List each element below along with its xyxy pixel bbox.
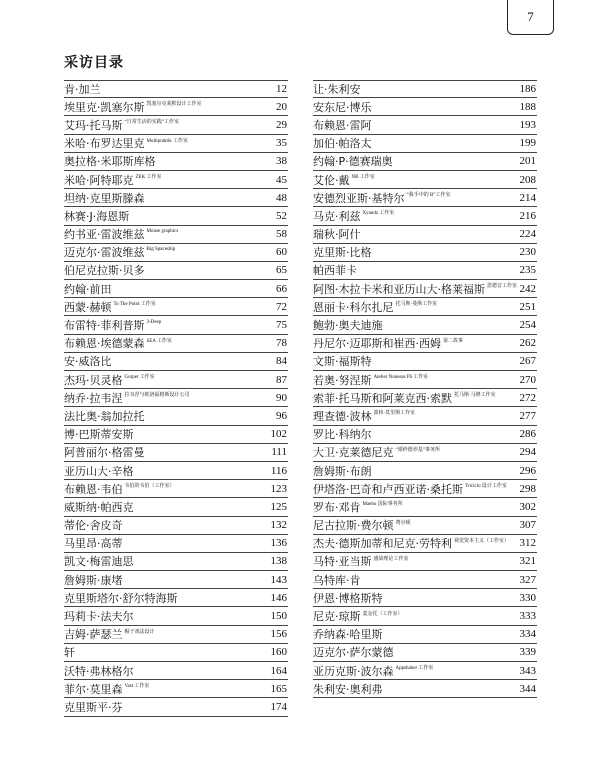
page-ref: 199 [519, 137, 536, 150]
list-item [64, 262, 288, 280]
interviewee-name: 博·巴斯蒂安斯 [64, 428, 134, 442]
page-ref: 224 [519, 228, 536, 241]
list-item [64, 189, 288, 207]
interviewee-name: 阿图·木拉卡米和亚历山大·格莱福斯 [313, 282, 485, 296]
interviewee-name: 米哈·阿特耶克 [64, 173, 134, 187]
list-item [64, 316, 288, 334]
page-ref: 251 [519, 300, 536, 313]
list-item [313, 426, 537, 444]
interviewee-name: 瑞秋·阿什 [313, 228, 361, 242]
page-ref: 84 [276, 355, 287, 368]
list-item [64, 462, 288, 480]
list-item [313, 371, 537, 389]
studio-note: NB 工作室 [351, 175, 375, 181]
interviewee-name: 威斯纳·帕西克 [64, 500, 134, 514]
studio-note: 3-Deep [146, 319, 162, 325]
interviewee-name: 马特·亚当斯 [313, 555, 372, 569]
page-ref: 277 [519, 409, 536, 422]
list-item [313, 226, 537, 244]
studio-note: 托马斯·马修工作室 [454, 393, 496, 399]
studio-note: Big Spaceship [146, 246, 176, 252]
interview-list-right [313, 80, 537, 698]
interviewee-name: 安东尼·博乐 [313, 100, 372, 114]
list-item [64, 553, 288, 571]
studio-note: 恩德音工作室 [487, 284, 518, 290]
page-ref: 66 [276, 282, 287, 295]
studio-note: “日常生活的实践”工作室 [124, 120, 179, 126]
list-item [64, 517, 288, 535]
interviewee-name: 布赖恩·雷阿 [313, 118, 372, 132]
page-ref: 188 [519, 100, 536, 113]
interviewee-name: 丹尼尔·迈耶斯和崔西·西姆 [313, 337, 441, 351]
page-ref: 102 [270, 428, 287, 441]
interviewee-name: 克里斯平·芬 [64, 700, 123, 714]
page-ref: 201 [519, 155, 536, 168]
list-item [64, 116, 288, 134]
page-ref: 146 [270, 591, 287, 604]
interviewee-name: 理查德·波林 [313, 409, 372, 423]
list-item [313, 353, 537, 371]
page-ref: 58 [276, 228, 287, 241]
studio-note: ZEK 工作室 [135, 175, 162, 181]
interviewee-name: 林赛·J·海恩斯 [64, 209, 130, 223]
studio-note: Gurpet 工作室 [124, 375, 155, 381]
list-item [313, 480, 537, 498]
studio-note: 韦伯的韦伯（工作室） [124, 484, 175, 490]
studio-note: Triciclo 设计工作室 [465, 484, 507, 490]
page-ref: 116 [270, 464, 287, 477]
page-ref: 29 [276, 118, 287, 131]
interviewee-name: 安德烈亚斯·基特尔 [313, 191, 405, 205]
page-ref: 267 [519, 355, 536, 368]
interviewee-name: 布雷特·菲利普斯 [64, 319, 145, 333]
page-ref: 216 [519, 209, 536, 222]
interviewee-name: 伊塔洛·巴奇和卢西亚诺·桑托斯 [313, 482, 463, 496]
interviewee-name: 轩 [64, 646, 75, 660]
page-ref: 150 [270, 610, 287, 623]
interviewee-name: 安·威洛比 [64, 355, 112, 369]
page-ref: 52 [276, 209, 287, 222]
page-ref: 160 [270, 646, 287, 659]
page-ref: 87 [276, 373, 287, 386]
list-item [313, 298, 537, 316]
list-item [64, 589, 288, 607]
list-item [64, 80, 288, 98]
interviewee-name: 罗布·邓肯 [313, 500, 361, 514]
list-item [64, 607, 288, 625]
studio-note: “婚纱德养基”事务所 [395, 447, 440, 453]
interviewee-name: 杰夫·德斯加蒂和尼克·劳特利 [313, 537, 452, 551]
interviewee-name: 约翰·P·德赛瑞奥 [313, 155, 393, 169]
page-ref: 72 [276, 300, 287, 313]
interviewee-name: 亚历山大·辛格 [64, 464, 134, 478]
list-item [313, 644, 537, 662]
list-item [313, 553, 537, 571]
studio-note: 拉韦涅与欧洛福格斯设计公司 [124, 393, 190, 399]
list-item [64, 626, 288, 644]
page-ref: 111 [271, 446, 287, 459]
interviewee-name: 索菲·托马斯和阿莱克西·索默 [313, 391, 452, 405]
studio-note: “我手中的 B”工作室 [406, 193, 451, 199]
list-item [313, 444, 537, 462]
interviewee-name: 大卫·克莱德尼克 [313, 446, 394, 460]
list-item [313, 189, 537, 207]
interviewee-name: 詹姆斯·康堵 [64, 573, 123, 587]
page-ref: 20 [276, 100, 287, 113]
list-item [64, 662, 288, 680]
interviewee-name: 克里斯塔尔·舒尔特海斯 [64, 591, 178, 605]
page-ref: 214 [519, 191, 536, 204]
page-ref: 254 [519, 319, 536, 332]
list-item [64, 444, 288, 462]
list-item [313, 680, 537, 698]
list-item [313, 389, 537, 407]
list-item [313, 135, 537, 153]
studio-note: Maebo 国际事务所 [362, 502, 403, 508]
list-item [313, 517, 537, 535]
interviewee-name: 马里昂·高蒂 [64, 537, 123, 551]
page-ref: 296 [519, 464, 536, 477]
interviewee-name: 加伯·帕洛太 [313, 137, 372, 151]
list-item [64, 353, 288, 371]
interviewee-name: 吉姆·萨瑟兰 [64, 628, 123, 642]
list-item [64, 389, 288, 407]
interviewee-name: 亚历克斯·波尔森 [313, 664, 394, 678]
interviewee-name: 纳乔·拉韦涅 [64, 391, 123, 405]
interviewee-name: 阿普丽尔·格雷曼 [64, 446, 145, 460]
interviewee-name: 恩丽卡·科尔扎尼 [313, 300, 394, 314]
page-ref: 96 [276, 409, 287, 422]
studio-note: Appshaker 工作室 [395, 666, 434, 672]
page-ref: 138 [270, 555, 287, 568]
page-ref: 156 [270, 628, 287, 641]
page-ref: 165 [270, 682, 287, 695]
list-item [64, 426, 288, 444]
studio-note: SEA 工作室 [146, 338, 172, 344]
interviewee-name: 让·朱利安 [313, 83, 361, 97]
interview-list-left [64, 80, 288, 717]
interviewee-name: 若奥·努涅斯 [313, 373, 372, 387]
interviewee-name: 伊恩·博格斯特 [313, 591, 383, 605]
list-item [313, 571, 537, 589]
page-ref: 78 [276, 337, 287, 350]
interviewee-name: 朱利安·奥利弗 [313, 682, 383, 696]
page-ref: 294 [519, 446, 536, 459]
page-ref: 242 [519, 282, 536, 295]
interviewee-name: 伯尼克拉斯·贝多 [64, 264, 145, 278]
list-item [64, 298, 288, 316]
list-item [313, 80, 537, 98]
studio-note: 费尔顿 [395, 520, 411, 526]
studio-note: Mouse graphics [146, 228, 179, 234]
page-ref: 330 [519, 591, 536, 604]
page-ref: 12 [276, 83, 287, 96]
page-ref: 75 [276, 319, 287, 332]
interviewee-name: 玛莉卡·法夫尔 [64, 610, 134, 624]
list-item [64, 571, 288, 589]
interviewee-name: 凯文·梅雷迪思 [64, 555, 134, 569]
interviewee-name: 约书亚·雷波维兹 [64, 228, 145, 242]
list-item [313, 98, 537, 116]
studio-note: 凯塞尔克莱默设计工作室 [146, 102, 202, 108]
interviewee-name: 西蒙·赫顿 [64, 300, 112, 314]
interviewee-name: 肯·加兰 [64, 83, 101, 97]
page-ref: 298 [519, 482, 536, 495]
page-ref: 186 [519, 83, 536, 96]
page-ref: 143 [270, 573, 287, 586]
list-item [64, 335, 288, 353]
interviewee-name: 迈克尔·雷波维兹 [64, 246, 145, 260]
list-item [313, 626, 537, 644]
list-item [64, 407, 288, 425]
page-ref: 327 [519, 573, 536, 586]
list-item [313, 498, 537, 516]
page-ref: 136 [270, 537, 287, 550]
list-item [313, 589, 537, 607]
list-item [64, 171, 288, 189]
list-item [313, 662, 537, 680]
page-ref: 344 [519, 682, 536, 695]
interviewee-name: 米哈·布罗达里克 [64, 137, 145, 151]
list-item [64, 226, 288, 244]
page-ref: 302 [519, 500, 536, 513]
list-item [64, 644, 288, 662]
list-item [313, 207, 537, 225]
interviewee-name: 帕西菲卡 [313, 264, 357, 278]
list-item [313, 316, 537, 334]
list-item [313, 244, 537, 262]
interviewee-name: 尼古拉斯·费尔顿 [313, 519, 394, 533]
interviewee-name: 文斯·福斯特 [313, 355, 372, 369]
page-ref: 339 [519, 646, 536, 659]
interviewee-name: 杰玛·贝灵格 [64, 373, 123, 387]
studio-note: 视觉资本主义（工作室） [454, 538, 510, 544]
page-ref: 262 [519, 337, 536, 350]
list-item [313, 116, 537, 134]
list-item [313, 153, 537, 171]
interviewee-name: 罗比·科纳尔 [313, 428, 372, 442]
page-ref: 60 [276, 246, 287, 259]
interviewee-name: 尼克·琼斯 [313, 610, 361, 624]
list-item [313, 262, 537, 280]
studio-note: 波林·莫里斯工作室 [373, 411, 416, 417]
list-item [64, 535, 288, 553]
interviewee-name: 艾伦·戴 [313, 173, 350, 187]
studio-note: Atelier Nunesas Pã 工作室 [373, 375, 429, 381]
page-ref: 286 [519, 428, 536, 441]
page-ref: 35 [276, 137, 287, 150]
page-ref: 38 [276, 155, 287, 168]
list-item [64, 698, 288, 716]
page-ref: 235 [519, 264, 536, 277]
list-item [64, 98, 288, 116]
page-ref: 90 [276, 391, 287, 404]
page-ref: 123 [270, 482, 287, 495]
page-ref: 132 [270, 519, 287, 532]
list-item [64, 498, 288, 516]
page-number: 7 [507, 0, 554, 35]
studio-note: 第二故事 [443, 338, 464, 344]
interviewee-name: 坦纳·克里斯滕森 [64, 191, 145, 205]
list-item [64, 480, 288, 498]
page-ref: 174 [270, 700, 287, 713]
page-ref: 125 [270, 500, 287, 513]
page-ref: 312 [519, 537, 536, 550]
studio-note: Vast 工作室 [124, 684, 150, 690]
list-item [313, 462, 537, 480]
list-item [64, 371, 288, 389]
list-item [313, 171, 537, 189]
page-ref: 48 [276, 191, 287, 204]
list-item [64, 680, 288, 698]
interviewee-name: 乌特库·肯 [313, 573, 361, 587]
page-ref: 230 [519, 246, 536, 259]
page-ref: 343 [519, 664, 536, 677]
page-ref: 164 [270, 664, 287, 677]
interviewee-name: 蒂伦·舍皮奇 [64, 519, 123, 533]
studio-note: Xyandz 工作室 [362, 211, 395, 217]
list-item [64, 280, 288, 298]
page-ref: 270 [519, 373, 536, 386]
studio-note: 帽子戏法设计 [124, 629, 155, 635]
interviewee-name: 法比奥·翁加拉托 [64, 409, 145, 423]
interviewee-name: 菲尔·莫里森 [64, 682, 123, 696]
page-ref: 208 [519, 173, 536, 186]
list-item [313, 335, 537, 353]
page-ref: 333 [519, 610, 536, 623]
interviewee-name: 埃里克·凯塞尔斯 [64, 100, 145, 114]
interviewee-name: 布赖恩·韦伯 [64, 482, 123, 496]
list-item [313, 407, 537, 425]
list-item [313, 280, 537, 298]
interviewee-name: 奥拉格·米耶斯库格 [64, 155, 156, 169]
studio-note: 托马斯·曼斯工作室 [395, 302, 438, 308]
interviewee-name: 沃特·弗林格尔 [64, 664, 134, 678]
list-item [64, 207, 288, 225]
page-title: 采访目录 [64, 55, 124, 71]
interviewee-name: 克里斯·比格 [313, 246, 372, 260]
page-ref: 193 [519, 118, 536, 131]
page-ref: 272 [519, 391, 536, 404]
list-item [64, 153, 288, 171]
interviewee-name: 鲍勃·奥夫迪施 [313, 319, 383, 333]
interviewee-name: 乔纳森·哈里斯 [313, 628, 383, 642]
studio-note: 麦金托（工作室） [362, 611, 403, 617]
page-ref: 334 [519, 628, 536, 641]
studio-note: To The Point 工作室 [113, 302, 156, 308]
list-item [64, 244, 288, 262]
interviewee-name: 詹姆斯·布朗 [313, 464, 372, 478]
page-ref: 321 [519, 555, 536, 568]
page-ref: 65 [276, 264, 287, 277]
studio-note: Multipraktik 工作室 [146, 138, 189, 144]
interviewee-name: 布赖恩·埃德蒙森 [64, 337, 145, 351]
page-ref: 45 [276, 173, 287, 186]
list-item [64, 135, 288, 153]
interviewee-name: 迈克尔·萨尔蒙德 [313, 646, 394, 660]
list-item [313, 607, 537, 625]
list-item [313, 535, 537, 553]
interviewee-name: 艾玛·托马斯 [64, 118, 123, 132]
studio-note: 感染理论工作室 [373, 556, 409, 562]
page-ref: 307 [519, 519, 536, 532]
interviewee-name: 约翰·前田 [64, 282, 112, 296]
interviewee-name: 马克·利兹 [313, 209, 361, 223]
